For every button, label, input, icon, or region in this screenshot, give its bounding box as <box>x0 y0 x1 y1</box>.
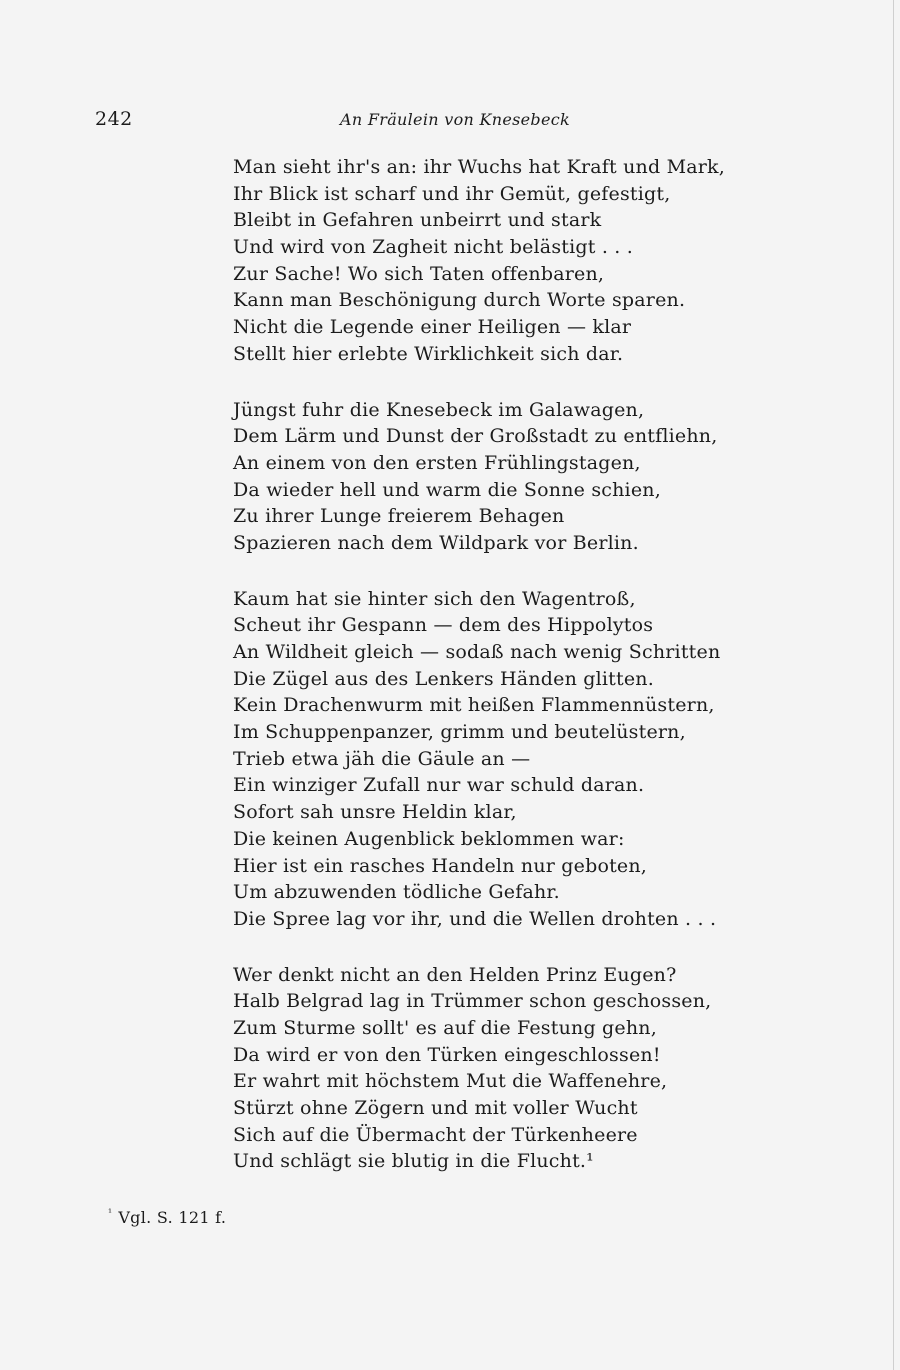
stanza-gap <box>233 933 733 962</box>
verse-line: Wer denkt nicht an den Helden Prinz Eugen? <box>233 963 677 986</box>
page-edge-line <box>893 0 894 1370</box>
footnote-marker: ¹ <box>108 1208 113 1219</box>
verse-line: Da wird er von den Türken eingeschlossen! <box>233 1043 661 1066</box>
verse-line: Nicht die Legende einer Heiligen — klar <box>233 316 632 339</box>
verse-line: Man sieht ihr's an: ihr Wuchs hat Kraft und Mark, <box>233 156 725 178</box>
stanza-3 <box>233 586 733 933</box>
verse-line: Und wird von Zagheit nicht belästigt . . . <box>233 236 634 259</box>
verse-line: Bleibt in Gefahren unbeirrt und stark <box>233 209 602 232</box>
verse-line: Da wieder hell und warm die Sonne schien, <box>233 478 661 501</box>
verse-line: Um abzuwenden tödliche Gefahr. <box>233 881 560 904</box>
verse-line: Kaum hat sie hinter sich den Wagentroß, <box>233 587 636 610</box>
verse-line: Die Zügel aus des Lenkers Händen glitten. <box>233 667 654 690</box>
footnote <box>108 1208 226 1227</box>
poem-body <box>233 154 733 1175</box>
verse-line: Stürzt ohne Zögern und mit voller Wucht <box>233 1097 638 1119</box>
verse-line: Er wahrt mit höchstem Mut die Waffenehre, <box>233 1070 668 1093</box>
footnote-text: Vgl. S. 121 f. <box>118 1208 227 1227</box>
page-number: 242 <box>95 108 133 130</box>
stanza-1 <box>233 154 733 368</box>
verse-line: Dem Lärm und Dunst der Großstadt zu entfliehn, <box>233 425 718 448</box>
stanza-2 <box>233 397 733 557</box>
verse-line: Scheut ihr Gespann — dem des Hippolytos <box>233 614 654 637</box>
verse-line: Zum Sturme sollt' es auf die Festung gehn, <box>233 1016 657 1039</box>
verse-line: Zur Sache! Wo sich Taten offenbaren, <box>233 262 605 285</box>
verse-line: Die keinen Augenblick beklommen war: <box>233 827 625 850</box>
verse-line: Kann man Beschönigung durch Worte sparen. <box>233 289 686 312</box>
verse-line: Spazieren nach dem Wildpark vor Berlin. <box>233 531 639 554</box>
verse-line: Stellt hier erlebte Wirklichkeit sich dar. <box>233 342 624 365</box>
verse-line: Die Spree lag vor ihr, und die Wellen drohten . . . <box>233 907 717 930</box>
verse-line: Ihr Blick ist scharf und ihr Gemüt, gefestigt, <box>233 182 671 205</box>
verse-line: Jüngst fuhr die Knesebeck im Galawagen, <box>233 398 645 421</box>
verse-line: Hier ist ein rasches Handeln nur geboten, <box>233 854 648 877</box>
verse-line: An Wildheit gleich — sodaß nach wenig Schritten <box>233 641 721 663</box>
verse-line: Trieb etwa jäh die Gäule an — <box>233 747 531 770</box>
stanza-gap <box>233 557 733 586</box>
verse-line: Und schlägt sie blutig in die Flucht.¹ <box>233 1150 594 1173</box>
verse-line: Halb Belgrad lag in Trümmer schon geschossen, <box>233 990 712 1013</box>
stanza-4 <box>233 962 733 1176</box>
verse-line: An einem von den ersten Frühlingstagen, <box>233 451 641 474</box>
verse-line: Sofort sah unsre Heldin klar, <box>233 801 517 824</box>
verse-line: Im Schuppenpanzer, grimm und beutelüstern, <box>233 721 686 744</box>
stanza-gap <box>233 368 733 397</box>
verse-line: Sich auf die Übermacht der Türkenheere <box>233 1123 638 1146</box>
verse-line: Zu ihrer Lunge freierem Behagen <box>233 505 565 528</box>
verse-line: Kein Drachenwurm mit heißen Flammennüstern, <box>233 694 715 717</box>
verse-line: Ein winziger Zufall nur war schuld daran. <box>233 774 645 797</box>
running-head: An Fräulein von Knesebeck <box>340 110 570 129</box>
